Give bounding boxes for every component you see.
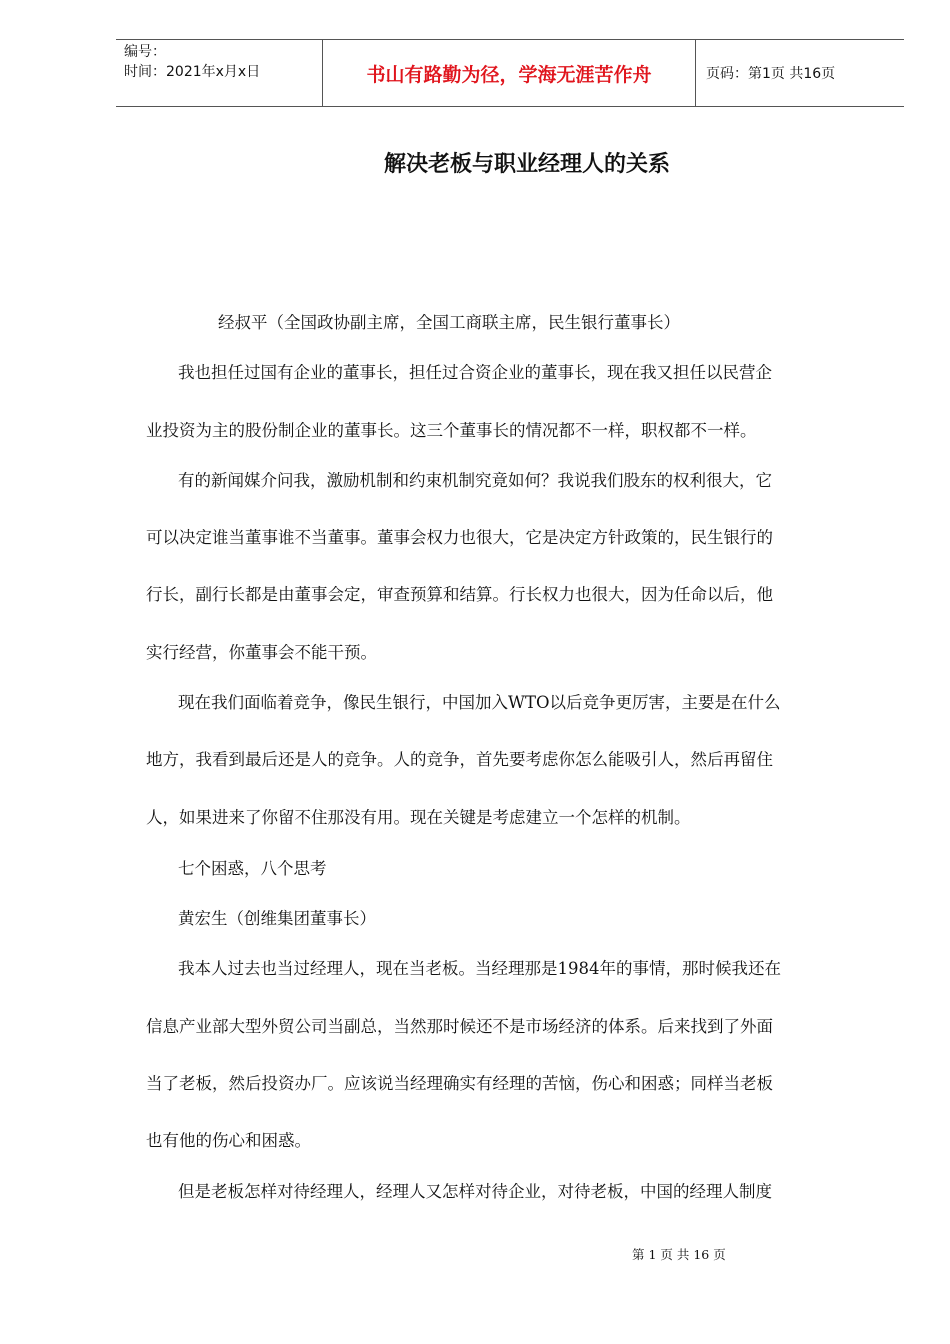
body-line: 信息产业部大型外贸公司当副总，当然那时候还不是市场经济的体系。后来找到了外面 [146, 1017, 773, 1036]
header-motto: 书山有路勤为径，学海无涯苦作舟 [323, 40, 696, 107]
time-line: 时间：2021年x月x日 [124, 64, 261, 80]
serial-label: 编号： [124, 44, 166, 60]
page-header [116, 39, 904, 107]
body-line: 业投资为主的股份制企业的董事长。这三个董事长的情况都不一样，职权都不一样。 [146, 421, 757, 440]
body-line: 地方，我看到最后还是人的竞争。人的竞争，首先要考虑你怎么能吸引人，然后再留住 [146, 750, 773, 769]
header-page-info: 页码：第1页 共16页 [696, 40, 905, 107]
body-line: 实行经营，你董事会不能干预。 [146, 643, 377, 662]
body-line: 黄宏生（创维集团董事长） [178, 909, 376, 928]
body-line: 人，如果进来了你留不住那没有用。现在关键是考虑建立一个怎样的机制。 [146, 808, 691, 827]
body-line: 当了老板，然后投资办厂。应该说当经理确实有经理的苦恼，伤心和困惑；同样当老板 [146, 1074, 773, 1093]
body-line: 行长，副行长都是由董事会定，审查预算和结算。行长权力也很大，因为任命以后，他 [146, 585, 773, 604]
header-meta-cell [116, 40, 323, 107]
body-line: 有的新闻媒介问我，激励机制和约束机制究竟如何？我说我们股东的权利很大，它 [178, 471, 772, 490]
page-footer: 第 1 页 共 16 页 [632, 1247, 726, 1262]
body-line: 可以决定谁当董事谁不当董事。董事会权力也很大，它是决定方针政策的，民生银行的 [146, 528, 773, 547]
document-title: 解决老板与职业经理人的关系 [383, 152, 670, 177]
body-line: 也有他的伤心和困惑。 [146, 1131, 311, 1150]
body-line: 七个困惑，八个思考 [178, 859, 327, 878]
body-line: 我本人过去也当过经理人，现在当老板。当经理那是1984年的事情，那时候我还在 [178, 959, 781, 978]
body-line: 我也担任过国有企业的董事长，担任过合资企业的董事长，现在我又担任以民营企 [178, 363, 772, 382]
body-line: 经叔平（全国政协副主席，全国工商联主席，民生银行董事长） [218, 313, 680, 332]
body-line: 但是老板怎样对待经理人，经理人又怎样对待企业，对待老板，中国的经理人制度 [178, 1182, 772, 1201]
body-line: 现在我们面临着竞争，像民生银行，中国加入WTO以后竞争更厉害，主要是在什么 [178, 693, 781, 712]
